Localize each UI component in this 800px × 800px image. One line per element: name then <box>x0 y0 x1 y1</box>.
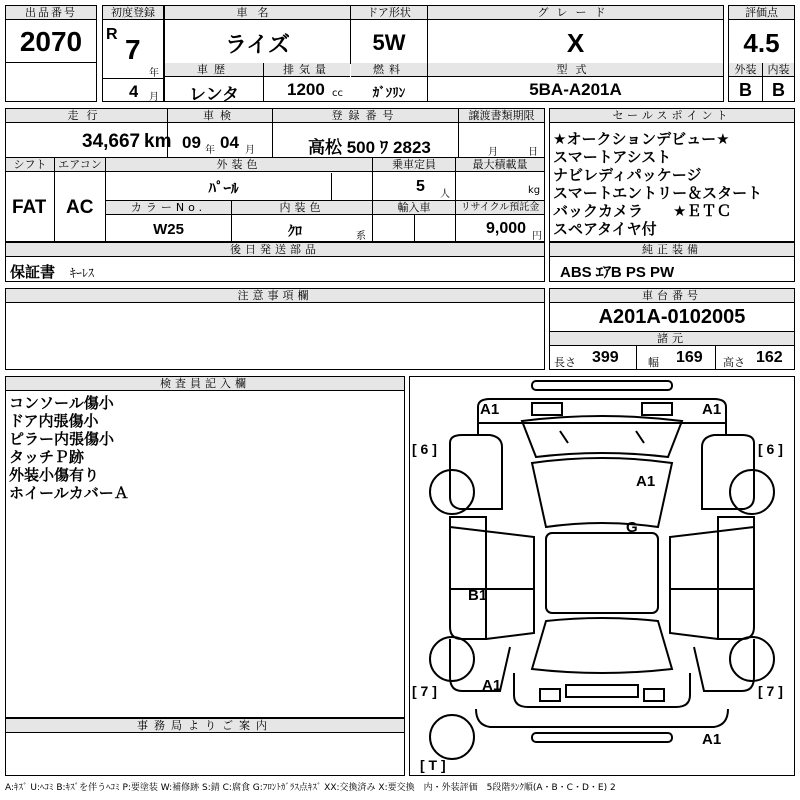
length-value: 399 <box>592 349 619 366</box>
sales-points-label: セールスポイント <box>550 109 794 123</box>
reg-number-label: 登録番号 <box>273 109 458 123</box>
score-value: 4.5 <box>743 28 780 58</box>
exterior-grade-label: 外装 <box>729 63 762 77</box>
reg-number-value: 高松 500 ﾜ 2823 <box>308 138 431 157</box>
interior-grade-value: B <box>772 80 785 100</box>
first-reg-label: 初度登録 <box>103 6 163 20</box>
tire-rl-label: [ 7 ] <box>412 683 437 699</box>
mark-a1-rear-right: A1 <box>702 731 722 748</box>
office-box <box>5 718 405 776</box>
fuel-value: ｶﾞｿﾘﾝ <box>372 85 406 100</box>
transfer-month-unit: 月 <box>488 147 498 158</box>
car-diagram-svg <box>410 377 794 775</box>
transfer-day-unit: 日 <box>528 147 538 158</box>
aircon-label: エアコン <box>55 158 105 172</box>
mark-a1-rear-left: A1 <box>482 677 502 694</box>
later-parts-box <box>5 242 545 282</box>
inspector-note: コンソール傷小 <box>9 395 114 412</box>
top-grid <box>164 5 724 102</box>
lot-number: 2070 <box>19 26 83 57</box>
first-reg-box <box>102 5 164 102</box>
exterior-grade-value: B <box>739 80 752 100</box>
first-reg-month: 4 <box>129 82 139 101</box>
score-box <box>728 5 795 102</box>
mileage-unit: km <box>144 131 172 152</box>
mileage-label: 走行 <box>6 109 167 123</box>
legend: A:ｷｽﾞ U:ﾍｺﾐ B:ｷｽﾞを伴うﾍｺﾐ P:要塗装 W:補修跡 S:錆 C:腐食 G:ﾌﾛﾝﾄｶﾞﾗｽ点ｷｽﾞ XX:交換済み X:要交換 内・外装評価 5段階ﾗﾝｸ順(A・B・C・D・E) 2 <box>5 783 616 793</box>
color-no-label: カラーNo. <box>106 201 231 215</box>
displacement-value: 1200 <box>287 80 325 99</box>
chassis-label: 車台番号 <box>550 289 794 303</box>
ext-color-label: 外装色 <box>106 158 372 172</box>
genuine-value: ABS ｴｱB PS PW <box>560 264 675 281</box>
sales-points-box <box>549 108 795 242</box>
detail-grid <box>5 108 545 242</box>
inspection-year-unit: 年 <box>205 145 215 156</box>
inspector-note: ピラー内張傷小 <box>9 431 115 448</box>
inspector-note: ドア内張傷小 <box>9 413 99 430</box>
mark-a1-front-right: A1 <box>702 401 722 418</box>
history-value: レンタ <box>189 85 239 104</box>
shift-value: FAT <box>12 197 47 218</box>
shift-label: シフト <box>6 158 54 172</box>
mark-b1-left-door: B1 <box>468 587 488 604</box>
door-label: ドア形状 <box>351 6 427 20</box>
later-parts-main: 保証書 <box>10 264 56 281</box>
score-label: 評価点 <box>729 6 794 20</box>
recycle-label: リサイクル預託金 <box>456 201 544 215</box>
later-parts-sub: ｷｰﾚｽ <box>70 266 95 280</box>
height-label: 高さ <box>723 356 745 369</box>
door-value: 5W <box>372 30 406 55</box>
later-parts-label: 後日発送部品 <box>6 243 544 257</box>
first-reg-era: R <box>106 26 118 43</box>
model-label: 型式 <box>428 63 723 77</box>
inspection-year: 09 <box>182 133 201 152</box>
height-value: 162 <box>756 349 783 366</box>
capacity-label: 乗車定員 <box>373 158 455 172</box>
damage-diagram <box>409 376 795 776</box>
tire-spare-label: [ T ] <box>420 757 446 773</box>
sales-point-item: スペアタイヤ付 <box>553 221 657 238</box>
max-load-unit: kg <box>528 185 541 196</box>
color-no-value: W25 <box>153 221 184 238</box>
import-label: 輸入車 <box>373 201 455 215</box>
genuine-label: 純正装備 <box>550 243 794 257</box>
mark-a1-hood: A1 <box>636 473 656 490</box>
displacement-unit: cc <box>332 88 343 99</box>
int-color-label: 内装色 <box>232 201 372 215</box>
sales-point-item: スマートエントリー＆スタート <box>553 185 763 202</box>
tire-rr-label: [ 7 ] <box>758 683 783 699</box>
sales-point-item: バックカメラ ★ＥＴＣ <box>553 203 732 220</box>
car-name-value: ライズ <box>224 32 291 57</box>
inspection-label: 車検 <box>168 109 272 123</box>
mark-a1-front-left: A1 <box>480 401 500 418</box>
first-reg-month-unit: 月 <box>149 92 159 103</box>
recycle-unit: 円 <box>532 231 542 242</box>
int-color-unit: 系 <box>356 231 366 242</box>
inspector-note: ホイールカバーＡ <box>9 485 129 502</box>
tire-fl-label: [ 6 ] <box>412 441 437 457</box>
int-color-value: ｸﾛ <box>288 223 302 239</box>
ext-color-value: ﾊﾟｰﾙ <box>208 180 239 197</box>
office-label: 事務局よりご案内 <box>6 719 404 733</box>
inspector-note: タッチＰ跡 <box>9 449 85 466</box>
first-reg-year: 7 <box>125 34 141 65</box>
mileage-value: 34,667 <box>82 131 141 152</box>
interior-grade-label: 内装 <box>763 63 794 77</box>
aircon-value: AC <box>66 197 94 218</box>
inspection-month-unit: 月 <box>245 145 255 156</box>
displacement-label: 排気量 <box>264 63 350 77</box>
capacity-unit: 人 <box>440 189 450 200</box>
chassis-value: A201A-0102005 <box>598 306 746 328</box>
transfer-label: 譲渡書類期限 <box>459 109 544 123</box>
width-value: 169 <box>676 349 703 366</box>
chassis-box <box>549 288 795 370</box>
genuine-box <box>549 242 795 282</box>
first-reg-year-unit: 年 <box>149 68 159 79</box>
fuel-label: 燃料 <box>351 63 427 77</box>
length-label: 長さ <box>554 356 576 369</box>
grade-value: X <box>566 28 585 58</box>
inspector-label: 検査員記入欄 <box>6 377 404 391</box>
recycle-value: 9,000 <box>486 220 527 237</box>
sales-point-item: ★オークションデビュー★ <box>553 131 730 148</box>
specs-label: 諸元 <box>550 332 794 346</box>
mark-g-windshield: G <box>626 519 638 536</box>
grade-label: グレード <box>428 6 723 20</box>
width-label: 幅 <box>648 356 659 369</box>
sales-point-item: ナビレディパッケージ <box>553 167 702 184</box>
lot-box <box>5 5 97 102</box>
max-load-label: 最大積載量 <box>456 158 544 172</box>
caution-label: 注意事項欄 <box>6 289 544 303</box>
capacity-value: 5 <box>416 178 425 195</box>
lot-label: 出品番号 <box>6 6 96 20</box>
tire-fr-label: [ 6 ] <box>758 441 783 457</box>
inspector-note: 外装小傷有り <box>9 467 100 484</box>
caution-box <box>5 288 545 370</box>
sales-point-item: スマートアシスト <box>553 149 672 166</box>
model-value: 5BA-A201A <box>529 80 622 99</box>
inspection-month: 04 <box>220 133 239 152</box>
history-label: 車歴 <box>165 63 263 77</box>
inspector-box <box>5 376 405 718</box>
car-name-label: 車名 <box>165 6 350 20</box>
